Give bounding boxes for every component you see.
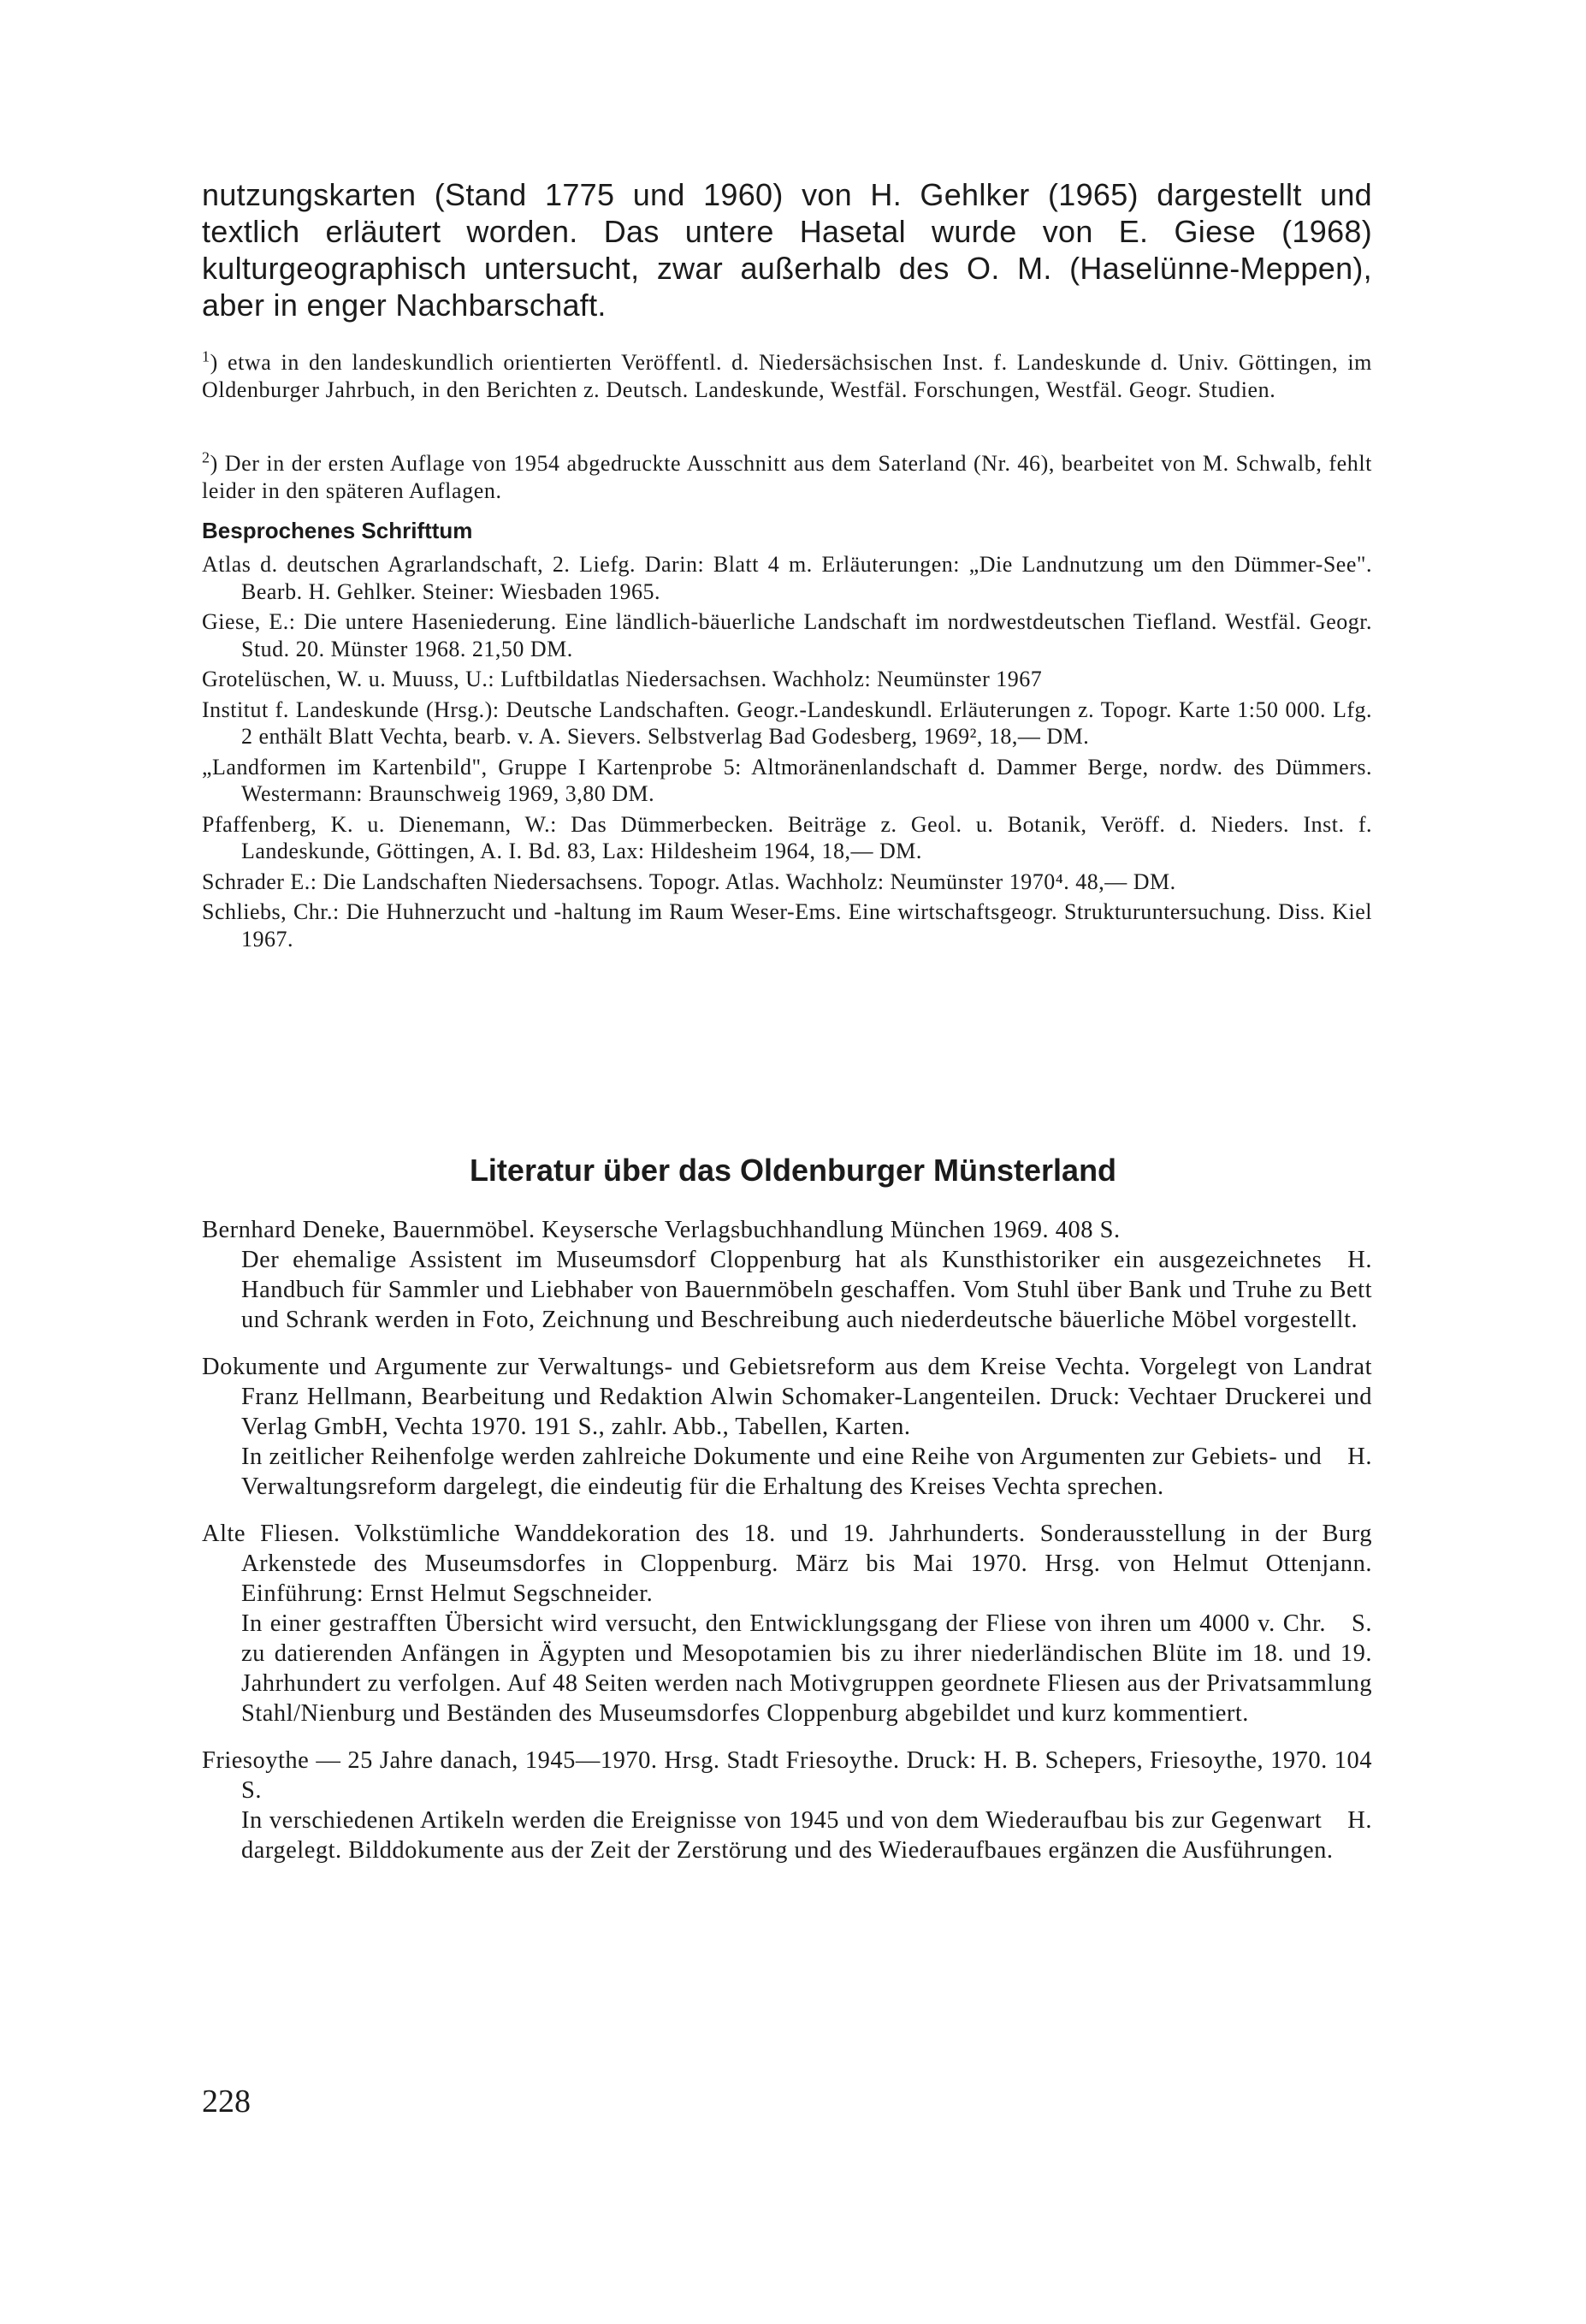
reviewed-literature-heading: Besprochenes Schrifttum xyxy=(202,518,473,543)
review-list xyxy=(202,1215,1372,1882)
review-entry xyxy=(202,1215,1372,1335)
section-title: Literatur über das Oldenburger Münsterland xyxy=(469,1153,1117,1188)
bibliography-entry: „Landformen im Kartenbild", Gruppe I Kartenprobe 5: Altmoränenlandschaft d. Dammer Berge, nordw. des Dümmers. Westermann: Braunschweig 1969, 3,80 DM. xyxy=(202,754,1372,806)
bibliography-entry: Giese, E.: Die untere Haseniederung. Eine ländlich-bäuerliche Landschaft im nordwestdeutschen Tiefland. Westfäl. Geogr. Stud. 20. Münster 1968. 21,50 DM. xyxy=(202,609,1372,661)
intro-paragraph: nutzungskarten (Stand 1775 und 1960) von H. Gehlker (1965) dargestellt und textlich erläutert worden. Das untere Hasetal wurde von E. Giese (1968) kulturgeographisch untersucht, zwar außerhalb des O. M. (Haselünne-Meppen), aber in enger Nachbarschaft. xyxy=(202,177,1372,323)
review-signature: H. xyxy=(1347,1247,1372,1273)
bibliography-entry: Institut f. Landeskunde (Hrsg.): Deutsche Landschaften. Geogr.-Landeskundl. Erläuterungen z. Topogr. Karte 1:50 000. Lfg. 2 enthält Blatt Vechta, bearb. v. A. Sievers. Selbstverlag Bad Godesberg, 1969², 18,— DM. xyxy=(202,697,1372,749)
review-citation: Alte Fliesen. Volkstümliche Wanddekoration des 18. und 19. Jahrhunderts. Sonderausstellung in der Burg Arkenstede des Museumsdorfes in Cloppenburg. März bis Mai 1970. Hrsg. von Helmut Ottenjann. Einführung: Ernst Helmut Segschneider. xyxy=(202,1521,1372,1607)
review-signature: H. xyxy=(1347,1807,1372,1834)
review-text: In einer gestrafften Übersicht wird versucht, den Entwicklungsgang der Fliese von ihren um 4000 v. Chr. zu datierenden Anfängen in Ägypten und Mesopotamien bis zu ihrer niederländischen Blüte im 18. und 19. Jahrhundert zu verfolgen. Auf 48 Seiten werden nach Motivgruppen geordnete Fliesen aus der Privatsammlung Stahl/Nienburg und Beständen des Museumsdorfes Cloppenburg abgebildet und kurz kommentiert. xyxy=(241,1610,1373,1727)
review-body xyxy=(202,1245,1372,1335)
page-number: 228 xyxy=(202,2084,251,2119)
bibliography-entry: Atlas d. deutschen Agrarlandschaft, 2. Liefg. Darin: Blatt 4 m. Erläuterungen: „Die Landnutzung um den Dümmer-See". Bearb. H. Gehlker. Steiner: Wiesbaden 1965. xyxy=(202,552,1372,604)
review-body xyxy=(202,1805,1372,1865)
review-body xyxy=(202,1442,1372,1502)
review-text: In verschiedenen Artikeln werden die Ereignisse von 1945 und von dem Wiederaufbau bis zur Gegenwart dargelegt. Bilddokumente aus der Zeit der Zerstörung und des Wiederaufbaues ergänzen die Ausführungen. xyxy=(241,1807,1334,1864)
review-text: Der ehemalige Assistent im Museumsdorf Cloppenburg hat als Kunsthistoriker ein ausgezeichnetes Handbuch für Sammler und Liebhaber von Bauernmöbeln geschaffen. Vom Stuhl über Bank und Truhe zu Bett und Schrank werden in Foto, Zeichnung und Beschreibung auch niederdeutsche bäuerliche Möbel vorgestellt. xyxy=(241,1247,1372,1333)
review-citation: Friesoythe — 25 Jahre danach, 1945—1970. Hrsg. Stadt Friesoythe. Druck: H. B. Schepers, Friesoythe, 1970. 104 S. xyxy=(202,1747,1372,1804)
footnote-text: etwa in den landeskundlich orientierten Veröffentl. d. Niedersächsischen Inst. f. Landeskunde d. Univ. Göttingen, im Oldenburger Jahrbuch, in den Berichten z. Deutsch. Landeskunde, Westfäl. Forschungen, Westfäl. Geogr. Studien. xyxy=(202,350,1372,402)
bibliography-list xyxy=(202,551,1372,956)
bibliography-entry: Schrader E.: Die Landschaften Niedersachsens. Topogr. Atlas. Wachholz: Neumünster 1970⁴. 48,— DM. xyxy=(202,869,1176,894)
footnote-1: $^1$) etwa in den landeskundlich orientierten Veröffentl. d. Niedersächsischen Inst. f. Landeskunde d. Univ. Göttingen, im Oldenburger Jahrbuch, in den Berichten z. Deutsch. Landeskunde, Westfäl. Forschungen, Westfäl. Geogr. Studien. xyxy=(202,347,1372,402)
review-body xyxy=(202,1609,1372,1728)
bibliography-entry: Grotelüschen, W. u. Muuss, U.: Luftbildatlas Niedersachsen. Wachholz: Neumünster 1967 xyxy=(202,667,1043,691)
review-citation: Dokumente und Argumente zur Verwaltungs- und Gebietsreform aus dem Kreise Vechta. Vorgelegt von Landrat Franz Hellmann, Bearbeitung und Redaktion Alwin Schomaker-Langenteilen. Druck: Vechtaer Druckerei und Verlag GmbH, Vechta 1970. 191 S., zahlr. Abb., Tabellen, Karten. xyxy=(202,1354,1372,1440)
review-citation: Bernhard Deneke, Bauernmöbel. Keysersche Verlagsbuchhandlung München 1969. 408 S. xyxy=(202,1217,1121,1243)
bibliography-entry: Pfaffenberg, K. u. Dienemann, W.: Das Dümmerbecken. Beiträge z. Geol. u. Botanik, Veröff. d. Nieders. Inst. f. Landeskunde, Göttingen, A. I. Bd. 83, Lax: Hildesheim 1964, 18,— DM. xyxy=(202,811,1372,863)
footnote-mark: 1 xyxy=(202,347,210,365)
review-entry xyxy=(202,1746,1372,1865)
footnote-text: Der in der ersten Auflage von 1954 abgedruckte Ausschnitt aus dem Saterland (Nr. 46), bearbeitet von M. Schwalb, fehlt leider in den späteren Auflagen. xyxy=(202,451,1372,503)
review-entry xyxy=(202,1519,1372,1728)
review-entry xyxy=(202,1352,1372,1502)
footnote-mark: 2 xyxy=(202,448,210,466)
review-text: In zeitlicher Reihenfolge werden zahlreiche Dokumente und eine Reihe von Argumenten zur Gebiets- und Verwaltungsreform dargelegt, die eindeutig für die Erhaltung des Kreises Vechta sprechen. xyxy=(241,1444,1323,1500)
bibliography-entry: Schliebs, Chr.: Die Huhnerzucht und -haltung im Raum Weser-Ems. Eine wirtschaftsgeogr. Strukturuntersuchung. Diss. Kiel 1967. xyxy=(202,899,1372,952)
review-signature: H. xyxy=(1347,1444,1372,1470)
footnote-2: $^2$) Der in der ersten Auflage von 1954 abgedruckte Ausschnitt aus dem Saterland (Nr. 46), bearbeitet von M. Schwalb, fehlt leider in den späteren Auflagen. xyxy=(202,448,1372,503)
review-signature: S. xyxy=(1352,1610,1372,1637)
